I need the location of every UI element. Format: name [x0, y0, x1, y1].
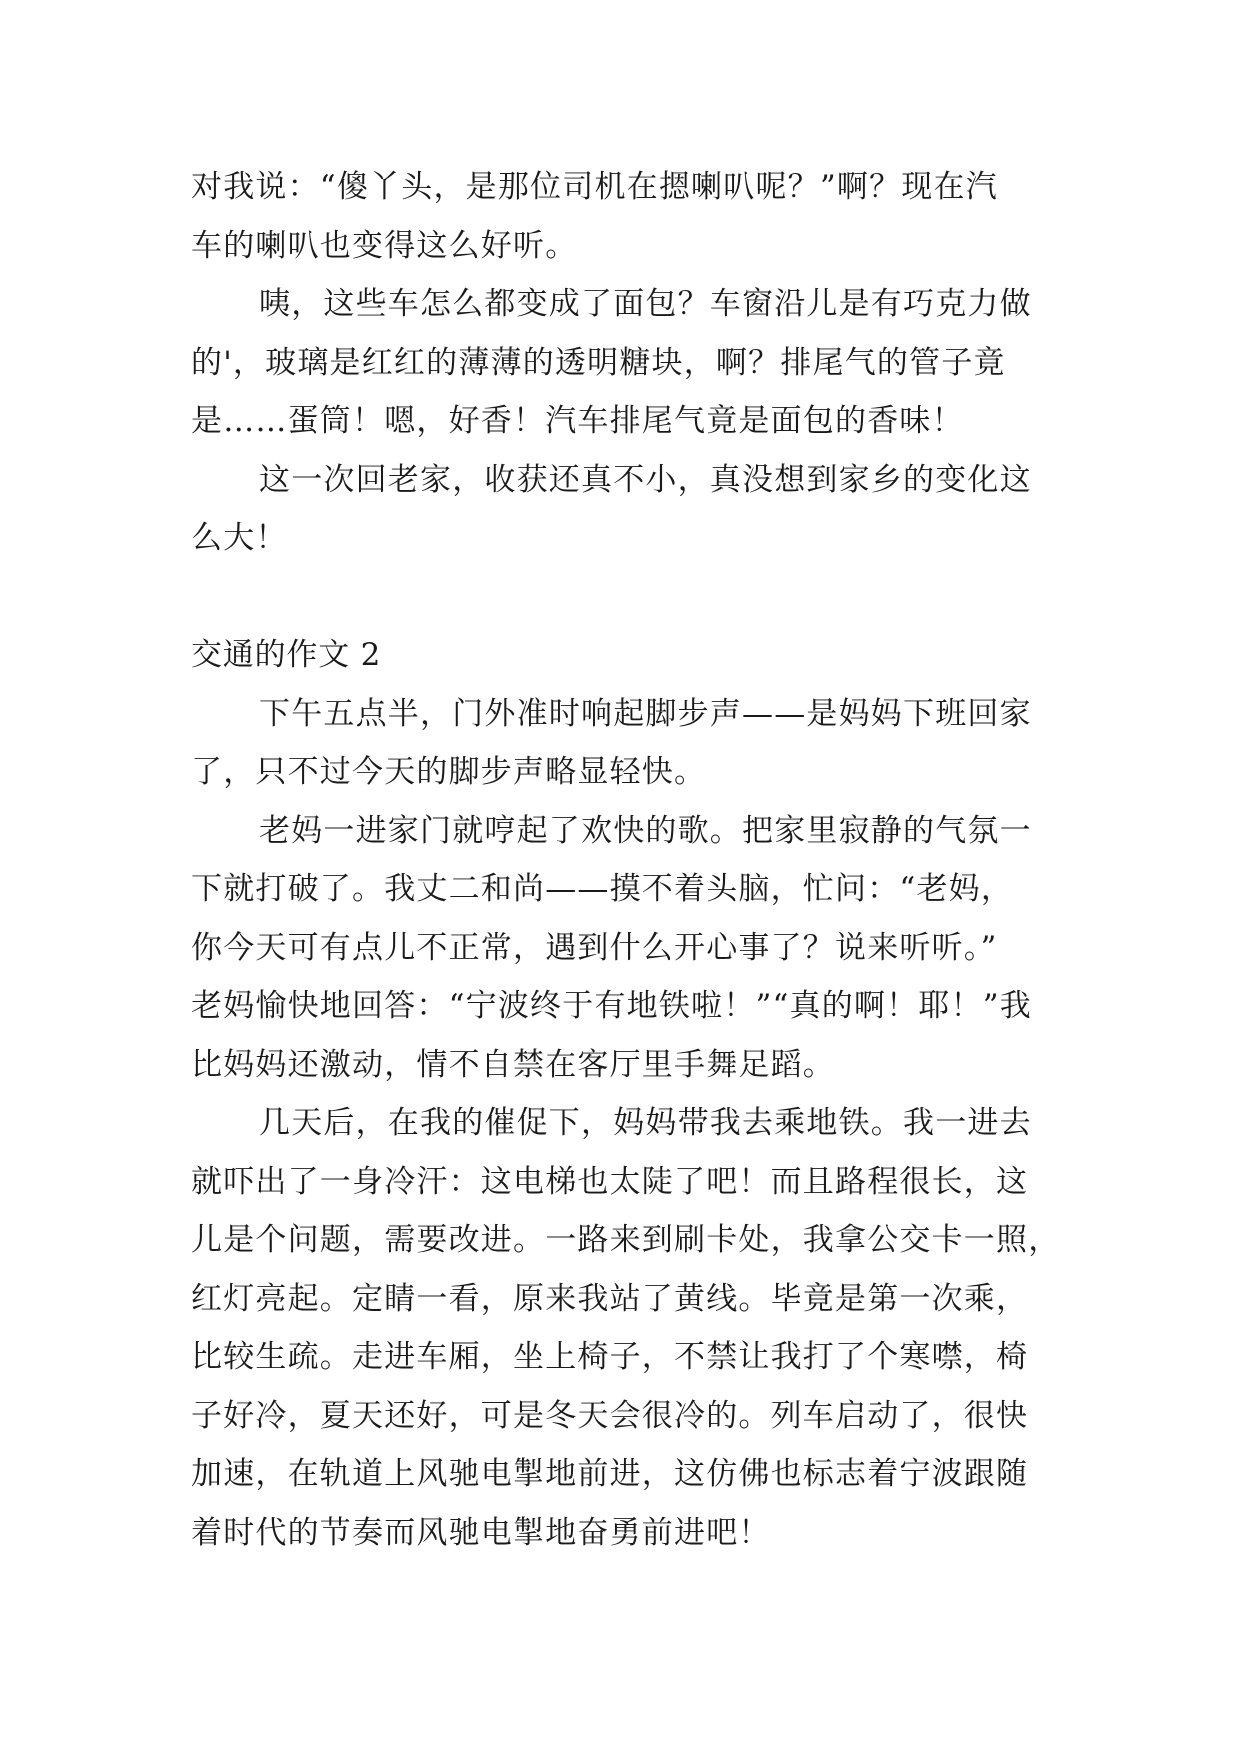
text-line: 就吓出了一身冷汗：这电梯也太陡了吧！而且路程很长，这 [191, 1163, 1029, 1200]
text-line: 是……蛋筒！嗯，好香！汽车排尾气竟是面包的香味！ [191, 403, 964, 439]
text-line: 的'，玻璃是红红的薄薄的透明糖块，啊？排尾气的管子竟 [191, 344, 1006, 381]
paragraph [191, 275, 1059, 451]
text-line: 儿是个问题，需要改进。一路来到刷卡处，我拿公交卡一照， [191, 1222, 1061, 1258]
text-line: 红灯亮起。定睛一看，原来我站了黄线。毕竟是第一次乘， [191, 1280, 1029, 1317]
text-line: 老妈一进家门就哼起了欢快的歌。把家里寂静的气氛一 [259, 812, 1032, 849]
text-line: 车的喇叭也变得这么好听。 [191, 227, 578, 264]
document-page [191, 158, 1059, 1562]
text-line: 比妈妈还激动，情不自禁在客厅里手舞足蹈。 [191, 1046, 835, 1083]
paragraph [191, 158, 1059, 275]
text-line: 比较生疏。走进车厢，坐上椅子，不禁让我打了个寒噤，椅 [191, 1339, 1029, 1375]
text-line: 老妈愉快地回答：“宁波终于有地铁啦！”“真的啊！耶！”我 [191, 988, 1032, 1024]
text-line: 子好冷，夏天还好，可是冬天会很冷的。列车启动了，很快 [191, 1397, 1029, 1434]
text-line: 下就打破了。我丈二和尚——摸不着头脑，忙问：“老妈， [191, 871, 1014, 907]
text-line: 么大！ [191, 520, 288, 556]
text-line: 这一次回老家，收获还真不小，真没想到家乡的变化这 [259, 461, 1032, 498]
text-line: 对我说：“傻丫头，是那位司机在摁喇叭呢？”啊？现在汽 [191, 169, 998, 205]
text-line: 你今天可有点儿不正常，遇到什么开心事了？说来听听。” [191, 929, 998, 966]
paragraph [191, 1094, 1059, 1562]
section-title: 交通的作文 2 [191, 637, 382, 673]
section-spacer [191, 568, 1059, 627]
paragraph [191, 451, 1059, 568]
text-line: 了，只不过今天的脚步声略显轻快。 [191, 754, 707, 790]
paragraph [191, 802, 1059, 1095]
text-line: 咦，这些车怎么都变成了面包？车窗沿儿是有巧克力做 [259, 286, 1032, 322]
paragraph [191, 685, 1059, 802]
text-line: 加速，在轨道上风驰电掣地前进，这仿佛也标志着宁波跟随 [191, 1456, 1029, 1492]
text-line: 下午五点半，门外准时响起脚步声——是妈妈下班回家 [259, 695, 1032, 732]
text-line: 着时代的节奏而风驰电掣地奋勇前进吧！ [191, 1514, 771, 1551]
text-line: 几天后，在我的催促下，妈妈带我去乘地铁。我一进去 [259, 1105, 1032, 1141]
